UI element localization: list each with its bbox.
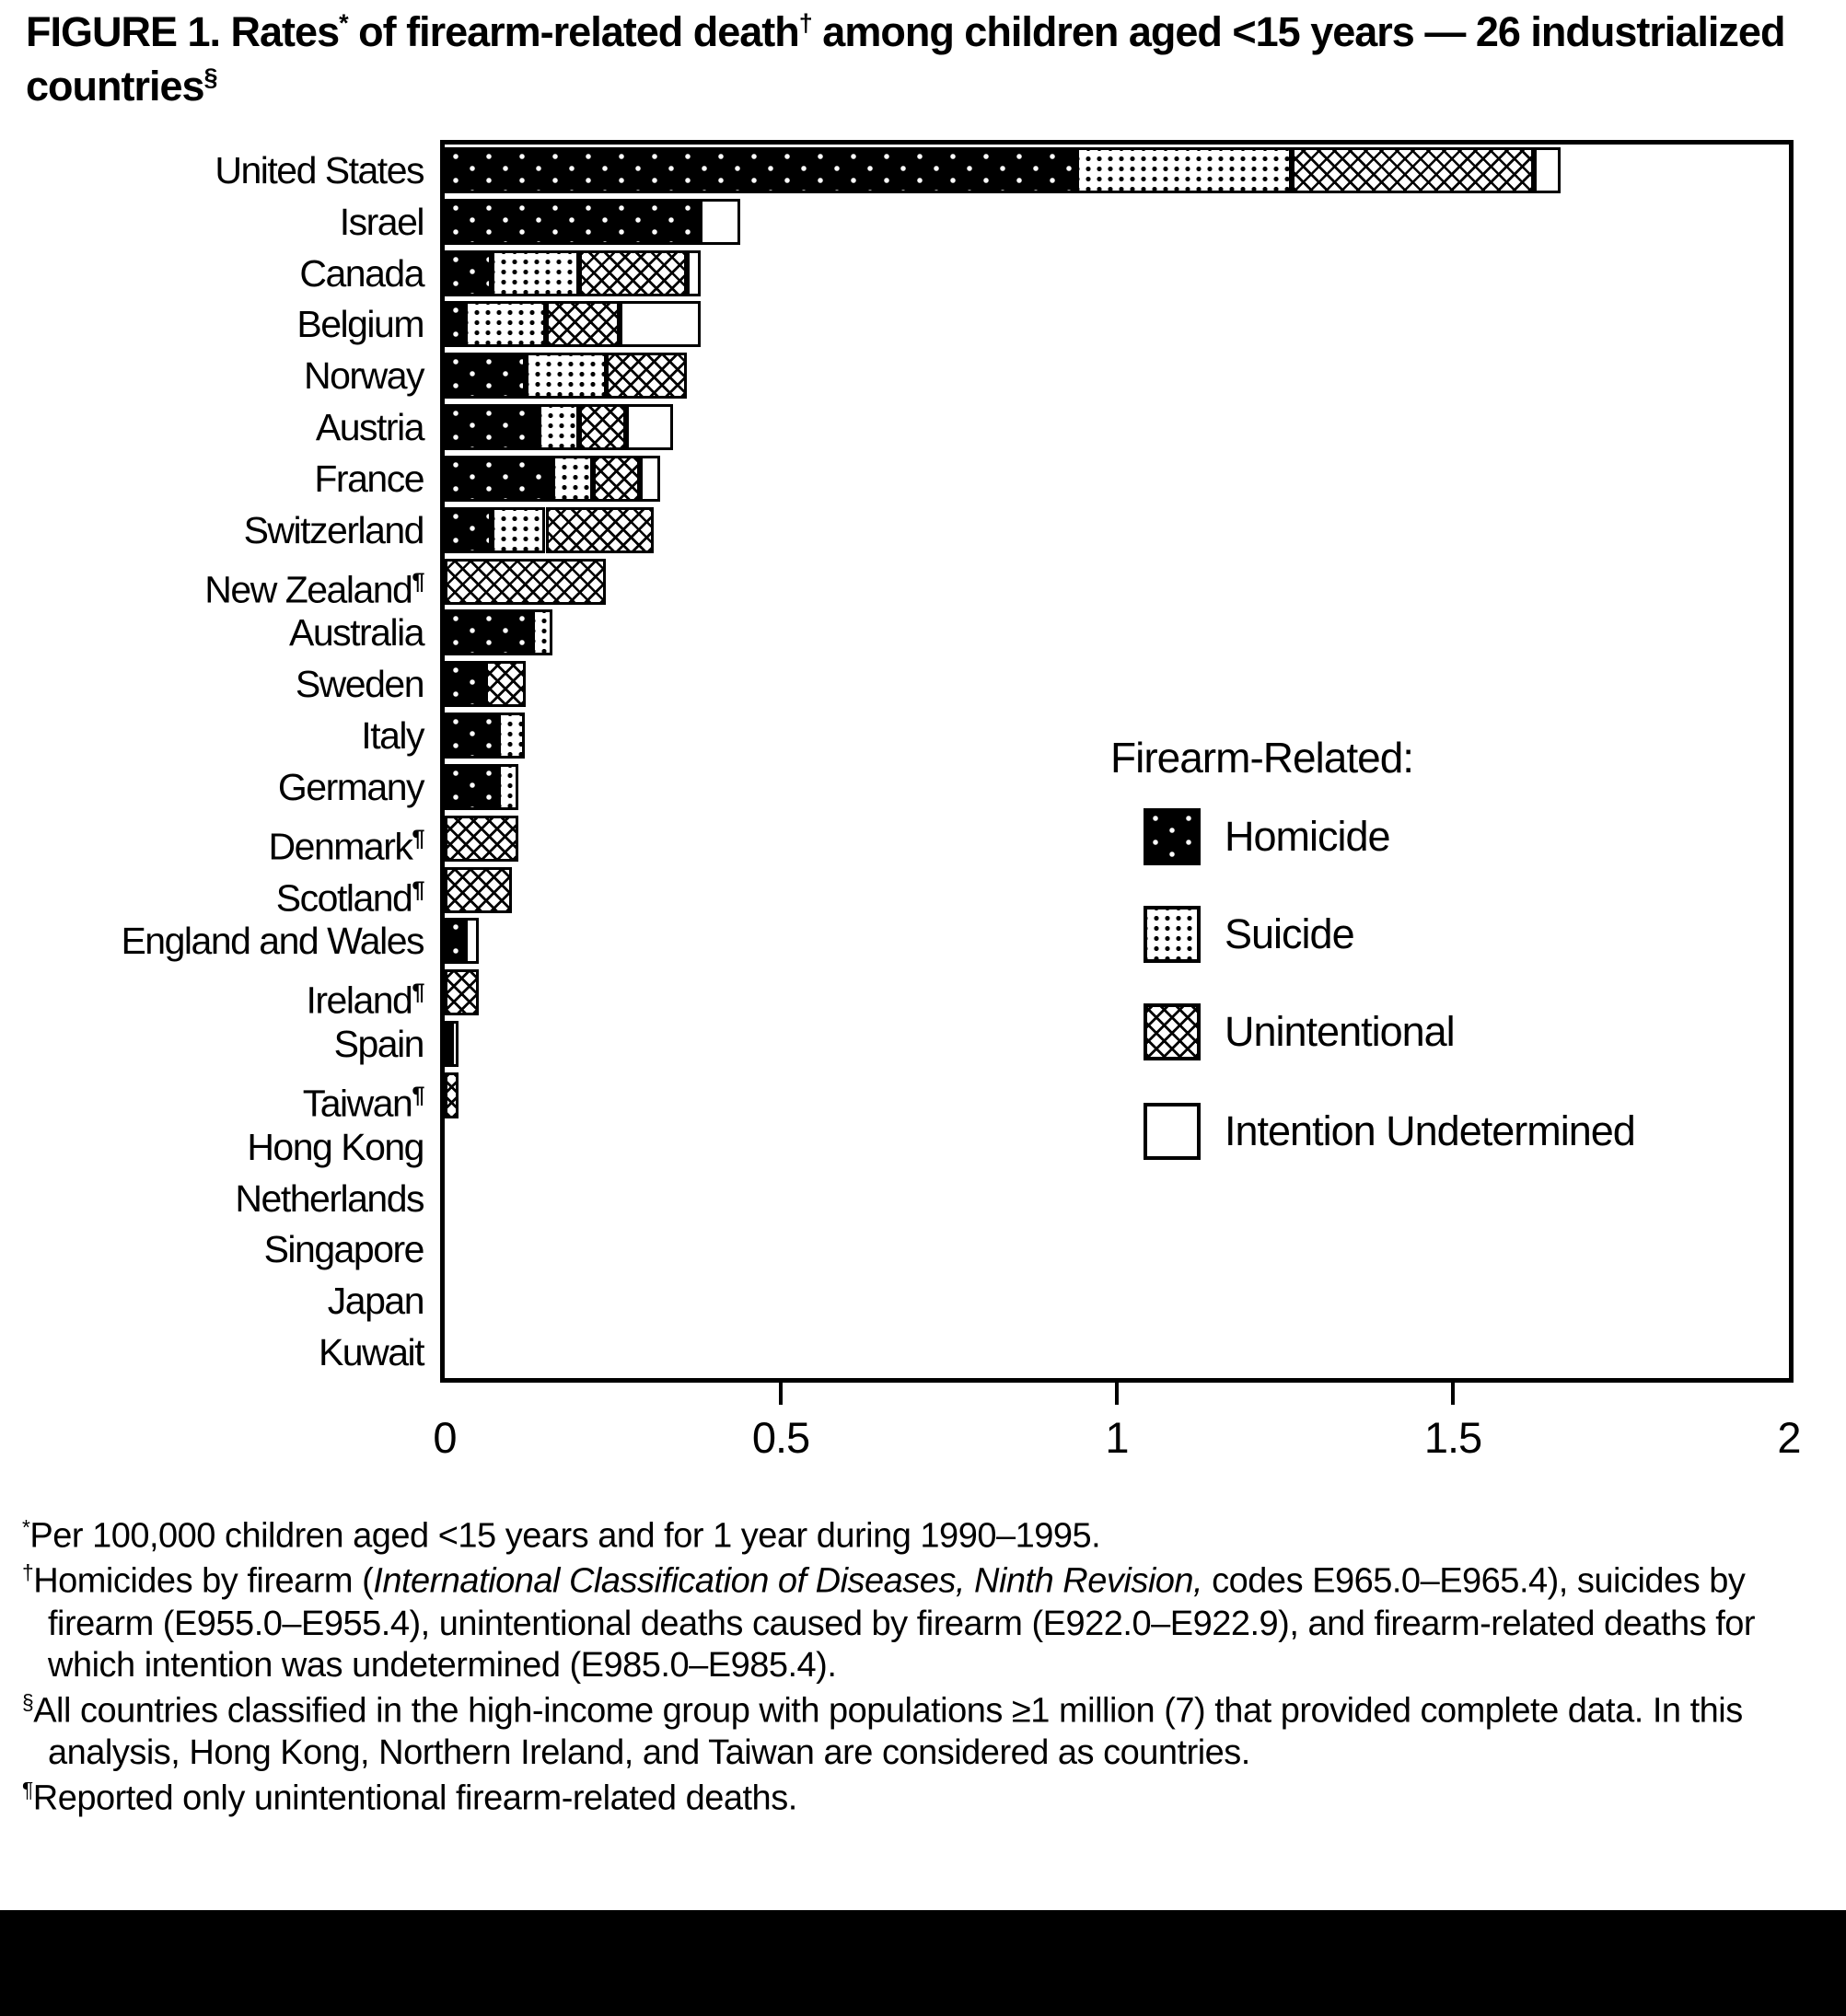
bar-segment-unintentional — [445, 1072, 459, 1118]
bar-segment-unintentional — [445, 559, 606, 605]
category-label — [0, 147, 424, 193]
bar-segment-unintentional — [546, 507, 654, 553]
category-label-text: France — [314, 457, 424, 500]
x-axis-tick-label: 1 — [1105, 1413, 1129, 1462]
footnote-marker: * — [22, 1515, 30, 1539]
category-label-text: Ireland — [306, 979, 412, 1022]
bar-segment-homicide — [445, 764, 498, 810]
bar-segment-unintentional — [445, 816, 518, 862]
bar-segment-suicide — [539, 404, 579, 450]
bar-segment-suicide — [532, 609, 552, 655]
category-label — [0, 713, 424, 759]
footnote-text: codes E965.0–E965.4), suicides by firearm (E955.0–E955.4), unintentional deaths caused by firearm (E922.0–E922.9), and firearm-related deaths for which intention was undetermined (E985.0–E985.4). — [48, 1561, 1756, 1686]
legend-item-suicide — [1144, 906, 1788, 965]
legend-title: Firearm-Related: — [1110, 734, 1414, 782]
legend-item-label: Homicide — [1225, 813, 1390, 860]
category-label-text: Kuwait — [318, 1331, 424, 1374]
category-label-text: Taiwan — [302, 1082, 412, 1125]
category-label — [0, 1278, 424, 1324]
footnote-marker: ¶ — [22, 1777, 33, 1802]
category-label — [0, 1124, 424, 1170]
footnote-marker: ¶ — [412, 825, 424, 852]
category-label-text: Belgium — [296, 303, 424, 346]
title-footnote-marker: † — [798, 9, 812, 37]
footnote — [22, 1515, 1830, 1558]
page-title — [26, 6, 1812, 113]
bar-segment-unintentional — [593, 456, 640, 502]
category-label — [0, 918, 424, 964]
x-axis-tick-label: 0 — [433, 1413, 457, 1462]
footnote-text: International Classification of Diseases, Ninth Revision, — [373, 1561, 1203, 1601]
bar-segment-homicide — [445, 661, 485, 707]
category-label — [0, 301, 424, 347]
category-label — [0, 609, 424, 655]
bar-segment-suicide — [498, 764, 518, 810]
category-label-text: Hong Kong — [247, 1125, 424, 1168]
footnote — [22, 1778, 1830, 1820]
bar-segment-homicide — [445, 918, 465, 964]
category-label — [0, 1329, 424, 1375]
footnote-text: Per 100,000 children aged <15 years and for 1 year during 1990–1995. — [29, 1516, 1101, 1556]
legend-item-label: Intention Undetermined — [1225, 1107, 1635, 1154]
bar-segment-suicide — [492, 250, 579, 296]
category-label — [0, 1176, 424, 1222]
category-label — [0, 404, 424, 450]
bar-segment-suicide — [498, 713, 525, 759]
category-label-text: Austria — [315, 406, 424, 449]
category-label-text: Germany — [277, 765, 424, 808]
footnote-marker: † — [22, 1560, 34, 1585]
category-label — [0, 1021, 424, 1067]
unintentional-pattern-swatch-icon — [1144, 1003, 1201, 1060]
category-label-text: Spain — [333, 1023, 424, 1066]
footnotes — [22, 1515, 1830, 1823]
category-label — [0, 559, 424, 611]
title-text: FIGURE 1. Rates — [26, 8, 340, 55]
category-label — [0, 456, 424, 502]
undetermined-pattern-swatch-icon — [1144, 1103, 1201, 1160]
footnote — [22, 1560, 1830, 1686]
bar-segment-suicide — [492, 507, 545, 553]
category-label-text: Italy — [361, 714, 424, 758]
category-label-text: Australia — [288, 611, 424, 655]
suicide-pattern-swatch-icon — [1144, 906, 1201, 963]
title-footnote-marker: § — [203, 63, 217, 91]
bar-segment-homicide — [445, 147, 1076, 193]
bar-segment-suicide — [465, 301, 546, 347]
bar-segment-homicide — [445, 713, 498, 759]
bar-segment-homicide — [445, 404, 539, 450]
category-label-text: Canada — [299, 251, 424, 295]
footnote-marker: ¶ — [412, 876, 424, 903]
bar-segment-homicide — [445, 609, 532, 655]
footnote-text: Reported only unintentional firearm-related deaths. — [32, 1778, 797, 1818]
footnote-text: Homicides by firearm ( — [33, 1561, 374, 1601]
x-axis-tick-label: 2 — [1777, 1413, 1801, 1462]
category-label-text: Norway — [304, 354, 424, 398]
category-label — [0, 250, 424, 296]
bar-segment-undetermined — [640, 456, 660, 502]
category-label-text: Singapore — [263, 1228, 424, 1271]
bar-segment-undetermined — [626, 404, 673, 450]
category-label-text: Scotland — [275, 876, 412, 920]
category-label — [0, 969, 424, 1022]
legend-item-homicide — [1144, 808, 1788, 867]
bar-segment-homicide — [445, 507, 492, 553]
category-label-text: England and Wales — [121, 920, 424, 963]
x-axis-tick-label: 1.5 — [1423, 1413, 1482, 1462]
category-label — [0, 764, 424, 810]
bar-segment-homicide — [445, 301, 465, 347]
bar-segment-homicide — [445, 353, 526, 399]
category-label — [0, 661, 424, 707]
homicide-pattern-swatch-icon — [1144, 808, 1201, 865]
bar-segment-undetermined — [465, 918, 479, 964]
category-label — [0, 1072, 424, 1125]
footnote-marker: ¶ — [412, 1082, 424, 1108]
category-label — [0, 1226, 424, 1272]
category-label-text: Switzerland — [243, 508, 424, 551]
category-label-text: Japan — [327, 1280, 424, 1323]
bar-segment-undetermined — [620, 301, 701, 347]
category-label — [0, 199, 424, 245]
bar-segment-unintentional — [445, 867, 512, 913]
x-axis-tick-mark — [1115, 1383, 1119, 1405]
legend-item-unintentional — [1144, 1003, 1788, 1062]
category-label — [0, 816, 424, 868]
bar-segment-unintentional — [445, 969, 479, 1015]
x-axis-tick-label: 0.5 — [751, 1413, 810, 1462]
x-axis-tick-mark — [779, 1383, 783, 1405]
category-label-text: United States — [215, 148, 424, 191]
bar-segment-suicide — [526, 353, 607, 399]
footnote — [22, 1690, 1830, 1775]
footnote-marker: ¶ — [412, 979, 424, 1006]
bar-segment-homicide — [445, 250, 492, 296]
bar-segment-suicide — [1076, 147, 1292, 193]
scan-artifact-strip — [0, 1910, 1846, 2016]
x-axis-tick-mark — [1451, 1383, 1455, 1405]
category-label-text: Netherlands — [235, 1176, 424, 1220]
bar-segment-suicide — [552, 456, 593, 502]
bar-segment-undetermined — [700, 199, 740, 245]
bar-segment-unintentional — [485, 661, 526, 707]
bar-segment-undetermined — [451, 1021, 459, 1067]
bar-segment-homicide — [445, 199, 700, 245]
category-label-text: New Zealand — [204, 568, 412, 611]
bar-segment-unintentional — [546, 301, 620, 347]
bar-segment-unintentional — [1292, 147, 1534, 193]
category-label-text: Israel — [339, 200, 424, 243]
category-label-text: Sweden — [295, 663, 424, 706]
title-footnote-marker: * — [339, 9, 348, 37]
legend-item-label: Unintentional — [1225, 1008, 1455, 1055]
bar-segment-unintentional — [579, 404, 626, 450]
bar-segment-unintentional — [606, 353, 687, 399]
footnote-text: All countries classified in the high-income group with populations ≥1 million (7) that provided complete data. In this analysis, Hong Kong, Northern Ireland, and Taiwan are considered as countries. — [33, 1691, 1743, 1772]
category-label — [0, 507, 424, 553]
category-label — [0, 867, 424, 920]
bar-segment-undetermined — [1534, 147, 1561, 193]
bar-segment-undetermined — [687, 250, 701, 296]
footnote-marker: ¶ — [412, 568, 424, 595]
legend-item-undetermined — [1144, 1103, 1788, 1162]
bar-segment-homicide — [445, 456, 552, 502]
title-text: among children aged <15 years — 26 industrialized countries — [26, 8, 1785, 110]
bar-segment-unintentional — [579, 250, 687, 296]
legend-item-label: Suicide — [1225, 910, 1354, 957]
category-label-text: Denmark — [268, 825, 412, 868]
title-text: of firearm-related death — [347, 8, 799, 55]
category-label — [0, 353, 424, 399]
footnote-marker: § — [22, 1689, 34, 1714]
